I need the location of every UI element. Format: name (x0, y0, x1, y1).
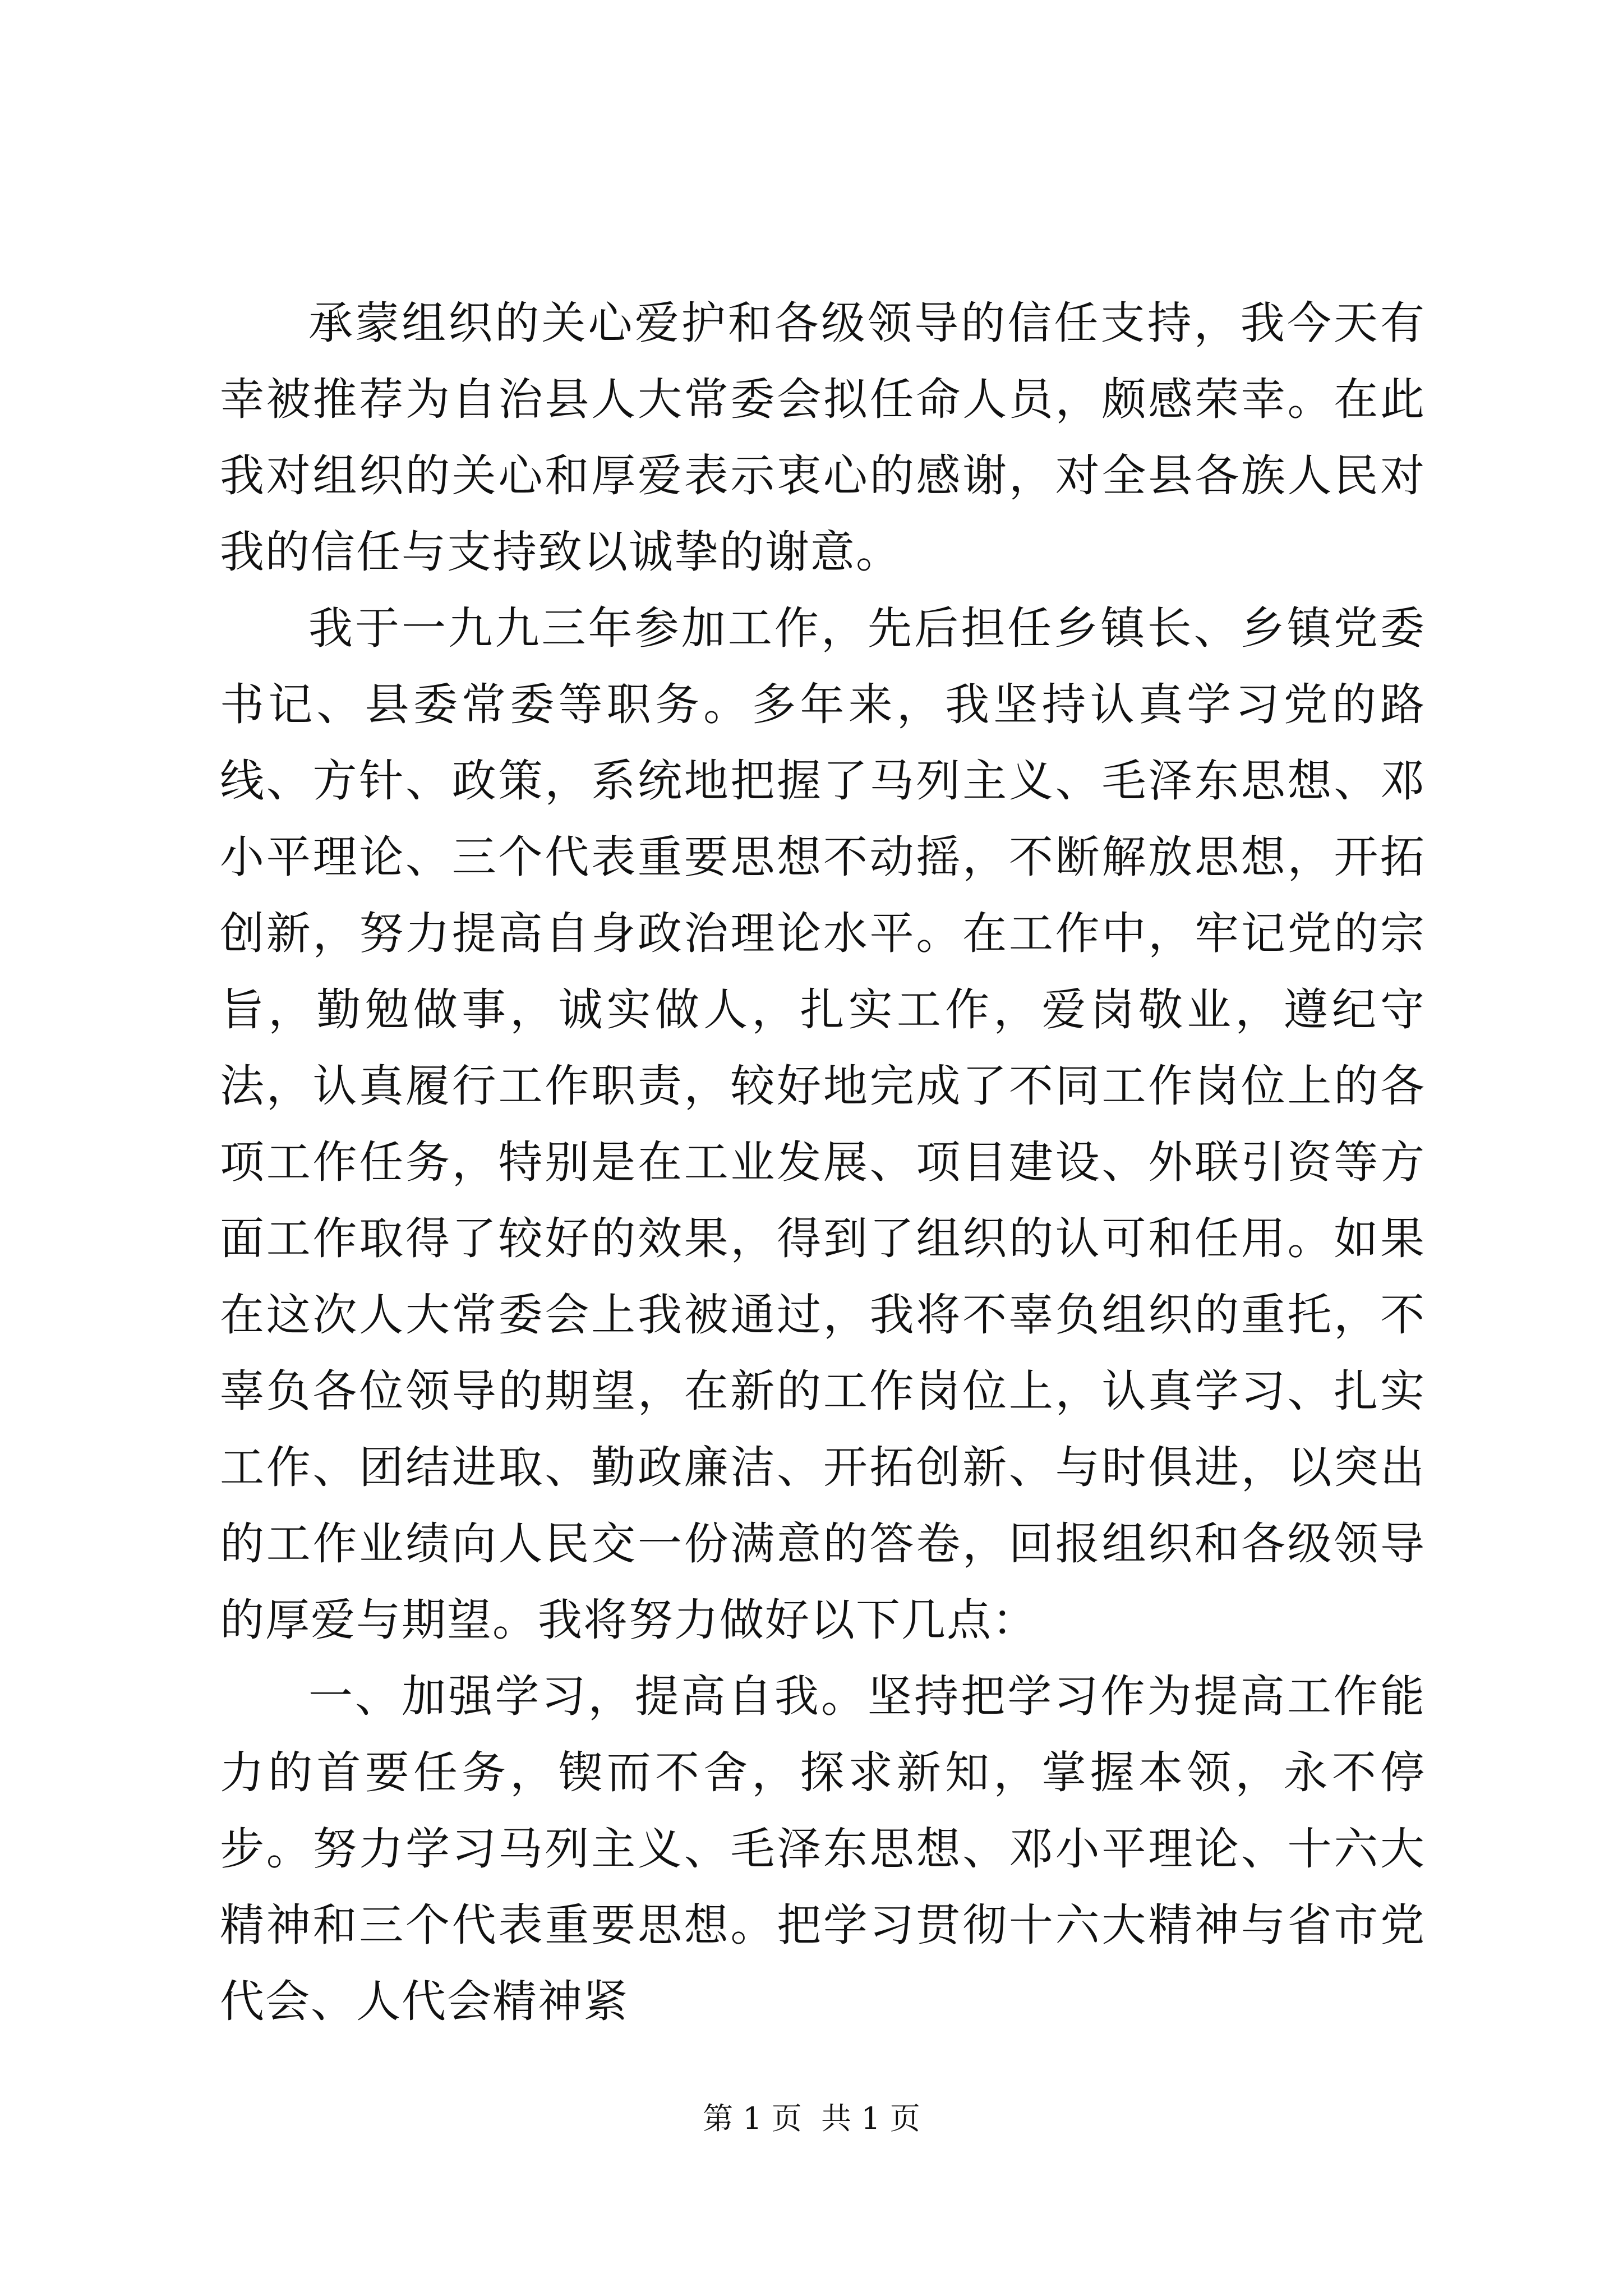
paragraph-1: 承蒙组织的关心爱护和各级领导的信任支持，我今天有幸被推荐为自治县人大常委会拟任命人员，颇感荣幸。在此我对组织的关心和厚爱表示衷心的感谢，对全县各族人民对我的信任与支持致以诚挚的谢意。 (220, 297, 1426, 578)
document-body (220, 285, 1426, 2040)
paragraph-3: 一、加强学习，提高自我。坚持把学习作为提高工作能力的首要任务，锲而不舍，探求新知，掌握本领，永不停步。努力学习马列主义、毛泽东思想、邓小平理论、十六大精神和三个代表重要思想。把学习贯彻十六大精神与省市党代会、人代会精神紧 (220, 1671, 1426, 2027)
page-footer (0, 2099, 1623, 2138)
page-number-label: 第 1 页 共 1 页 (703, 2101, 920, 2136)
paragraph-2: 我于一九九三年参加工作，先后担任乡镇长、乡镇党委书记、县委常委等职务。多年来，我坚持认真学习党的路线、方针、政策，系统地把握了马列主义、毛泽东思想、邓小平理论、三个代表重要思想不动摇，不断解放思想，开拓创新，努力提高自身政治理论水平。在工作中，牢记党的宗旨，勤勉做事，诚实做人，扎实工作，爱岗敬业，遵纪守法，认真履行工作职责，较好地完成了不同工作岗位上的各项工作任务，特别是在工业发展、项目建设、外联引资等方面工作取得了较好的效果，得到了组织的认可和任用。如果在这次人大常委会上我被通过，我将不辜负组织的重托，不辜负各位领导的期望，在新的工作岗位上，认真学习、扎实工作、团结进取、勤政廉洁、开拓创新、与时俱进，以突出的工作业绩向人民交一份满意的答卷，回报组织和各级领导的厚爱与期望。我将努力做好以下几点： (220, 602, 1426, 1646)
